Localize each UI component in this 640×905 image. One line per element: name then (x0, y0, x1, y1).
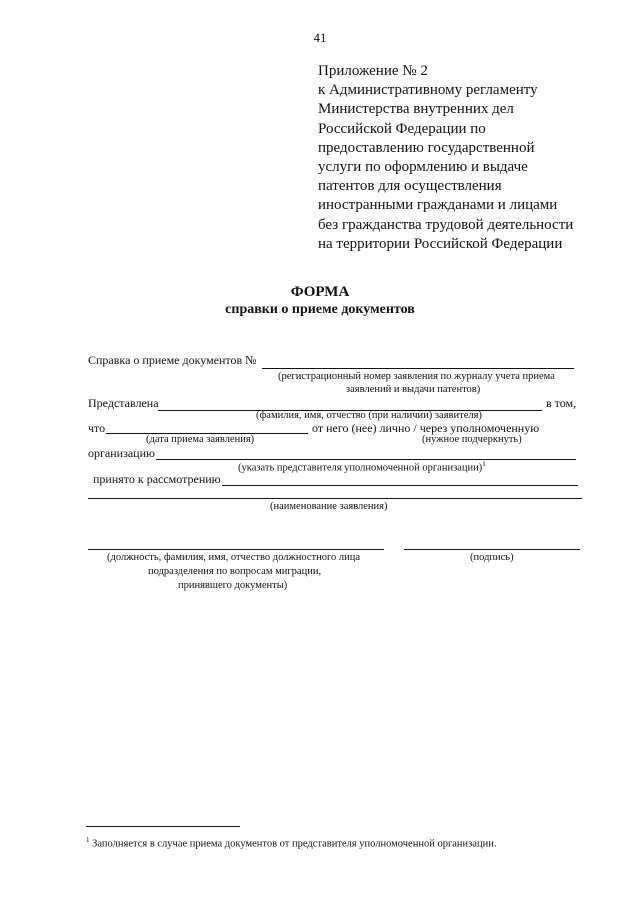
accepted-label: принято к рассмотрению (93, 472, 221, 486)
presented-label: Представлена (88, 396, 159, 410)
underline-hint-caption: (нужное подчеркнуть) (422, 434, 522, 445)
appendix-line: услуги по оформлению и выдаче (318, 159, 528, 176)
appendix-line: иностранными гражданами и лицами (318, 197, 558, 214)
that-label: что (88, 421, 106, 435)
appendix-line: на территории Российской Федерации (318, 235, 563, 252)
appendix-line: предоставлению государственной (318, 139, 535, 156)
officer-caption: подразделения по вопросам миграции, (148, 566, 322, 577)
certificate-number-field[interactable] (262, 368, 574, 369)
footnote-marker: 1 (86, 836, 90, 844)
appendix-line: Министерства внутренних дел (318, 101, 514, 118)
application-name-field[interactable] (88, 498, 582, 499)
organization-caption: (указать представителя уполномоченной организации)$^1$ (238, 460, 486, 474)
certificate-number-caption: (регистрационный номер заявления по журналу учета приема (278, 371, 555, 382)
submission-method-text: от него (нее) лично / через уполномоченную (312, 421, 540, 435)
appendix-line: Приложение № 2 (318, 63, 428, 79)
officer-caption: (должность, фамилия, имя, отчество должностного лица (107, 552, 361, 563)
certificate-number-label: Справка о приеме документов № (88, 353, 257, 367)
certificate-number-caption: заявлений и выдачи патентов) (346, 384, 481, 395)
officer-caption: принявшего документы) (178, 580, 288, 591)
appendix-line: Российской Федерации по (318, 120, 486, 137)
footnote-text: Заполняется в случае приема документов от представителя уполномоченной организации. (92, 838, 497, 850)
appendix-header (318, 62, 573, 254)
accepted-field[interactable] (222, 485, 578, 486)
signature-caption: (подпись) (470, 552, 514, 563)
organization-label: организацию (88, 446, 155, 460)
form-title: ФОРМА (290, 284, 350, 300)
appendix-line: к Административному регламенту (318, 82, 538, 99)
footnote-separator (86, 826, 240, 827)
signature-field[interactable] (404, 549, 580, 550)
footnote (86, 836, 496, 850)
appendix-line: патентов для осуществления (318, 178, 502, 195)
appendix-line: без гражданства трудовой деятельности (318, 216, 574, 233)
applicant-name-caption: (фамилия, имя, отчество (при наличии) заявителя) (256, 410, 482, 421)
form-subtitle: справки о приеме документов (225, 302, 415, 317)
receipt-date-caption: (дата приема заявления) (146, 434, 255, 445)
application-name-caption: (наименование заявления) (270, 501, 388, 512)
officer-field[interactable] (88, 549, 384, 550)
footnote-ref: 1 (482, 460, 486, 468)
presented-end-text: в том, (546, 396, 577, 410)
page-number: 41 (313, 30, 327, 45)
